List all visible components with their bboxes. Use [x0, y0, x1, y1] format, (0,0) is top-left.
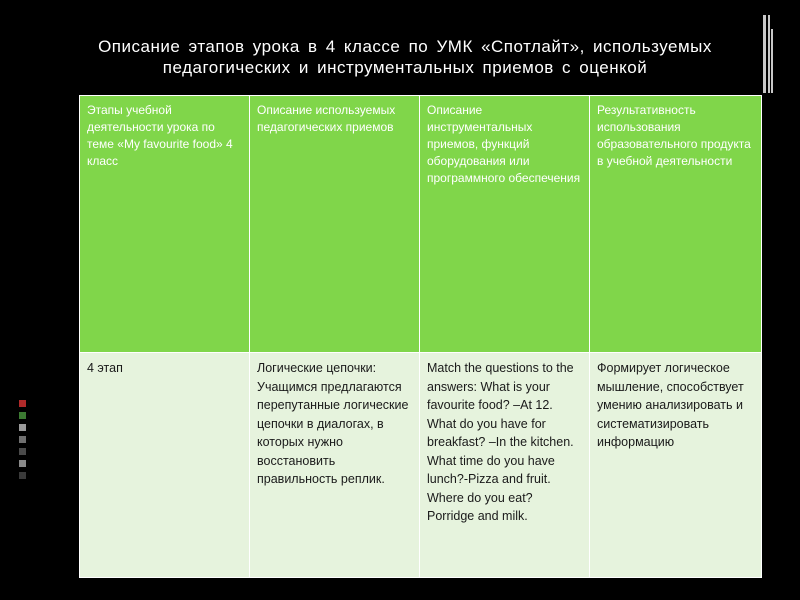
- header-cell-stages: Этапы учебной деятельности урока по теме «My favourite food» 4 класс: [80, 96, 250, 353]
- header-cell-effectiveness: Результативность использования образовательного продукта в учебной деятельности: [590, 96, 762, 353]
- header-cell-pedagogical-techniques: Описание используемых педагогических приемов: [250, 96, 420, 353]
- cell-pedagogical-technique: Логические цепочки: Учащимся предлагаются перепутанные логические цепочки в диалогах, в которых нужно восстановить правильность реплик.: [250, 353, 420, 578]
- slide-title-line-1: Описание этапов урока в 4 классе по УМК «Спотлайт», используемых: [98, 37, 712, 56]
- slide-title-line-2: педагогических и инструментальных приемов с оценкой: [162, 58, 648, 77]
- lesson-stages-table: [79, 95, 762, 578]
- cell-instrumental-technique: Match the questions to the answers: What is your favourite food? –At 12. What do you have for breakfast? –In the kitchen. What time do you have lunch?-Pizza and fruit. Where do you eat? Porridge and milk.: [420, 353, 590, 578]
- decorative-bars-right: [763, 15, 773, 95]
- table-header-row: [80, 96, 762, 353]
- table-row: [80, 353, 762, 578]
- decorative-squares-left: [19, 400, 27, 490]
- cell-effectiveness: Формирует логическое мышление, способствует умению анализировать и систематизировать информацию: [590, 353, 762, 578]
- header-cell-instrumental-techniques: Описание инструментальных приемов, функций оборудования или программного обеспечения: [420, 96, 590, 353]
- slide-title: [60, 36, 750, 78]
- cell-stage: 4 этап: [80, 353, 250, 578]
